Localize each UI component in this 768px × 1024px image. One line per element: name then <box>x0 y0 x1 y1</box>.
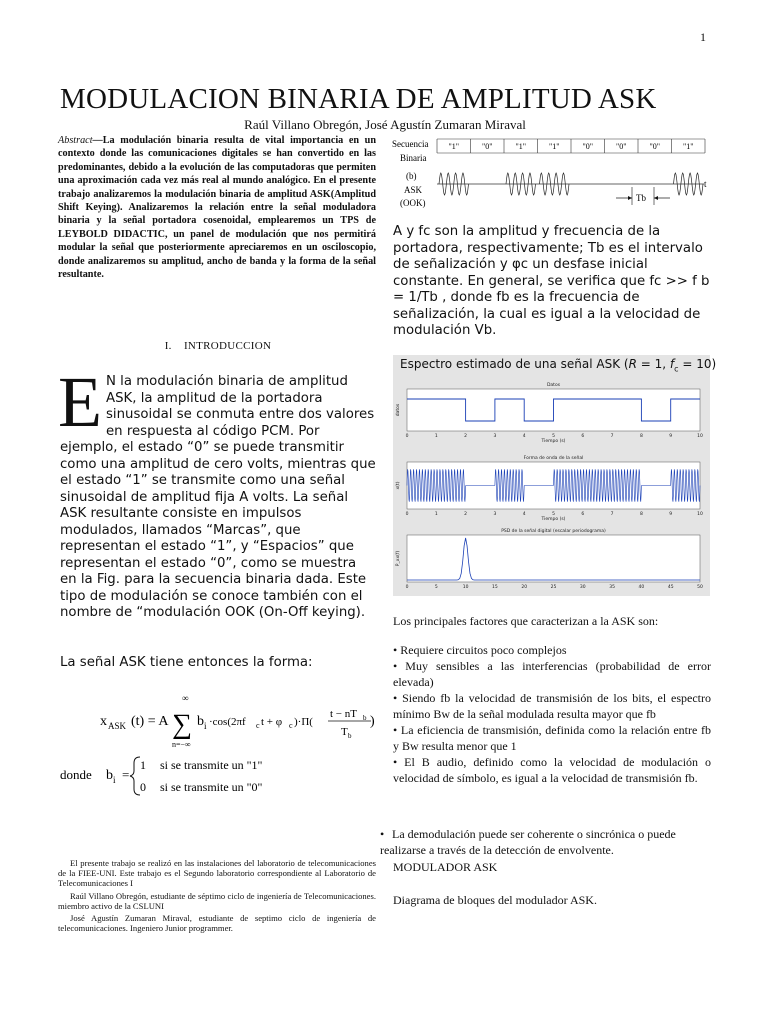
fig-label-ask: ASK <box>404 185 423 195</box>
bit-label: "1" <box>682 142 694 151</box>
x-tick-label: 2 <box>464 434 468 439</box>
factor-item: • Siendo fb la velocidad de transmisión de los bits, el espectro mínimo Bw de la señal modulada resulta mayor que fb <box>393 691 711 721</box>
section-number: I. <box>164 340 172 352</box>
x-tick-label: 8 <box>639 512 643 517</box>
formula-b-sub: i <box>204 721 207 731</box>
factor-item: • La eficiencia de transmisión, definida como la relación entre fb y Bw resulta menor que 1 <box>393 723 711 753</box>
factor-item: • El B audio, definido como la velocidad de modulación o velocidad de símbolo, es igual a la velocidad de transmisión fb. <box>393 755 711 785</box>
tb-label: Tb <box>636 193 646 203</box>
x-tick-label: 10 <box>697 434 703 439</box>
y-axis-label: P_xx(f) <box>396 550 401 567</box>
frac-denominator: T <box>341 726 348 738</box>
x-tick-label: 5 <box>434 585 438 590</box>
demodulation-text: La demodulación puede ser coherente o sincrónica o puede realizarse a través de la detección de envolvente. <box>380 827 676 857</box>
fig-label-binaria: Binaria <box>400 153 427 163</box>
x-tick-label: 20 <box>521 585 528 590</box>
x-tick-label: 25 <box>550 585 557 590</box>
y-axis-label: x(t) <box>396 481 401 490</box>
x-tick-label: 10 <box>697 512 703 517</box>
x-tick-label: 0 <box>405 512 409 517</box>
case-one-text: si se transmite un "1" <box>160 758 263 772</box>
modulator-heading: MODULADOR ASK <box>393 860 498 874</box>
formula-fc-sub: c <box>256 721 260 730</box>
bit-label: "1" <box>448 142 460 151</box>
sum-symbol: ∑ <box>172 709 192 740</box>
abstract <box>58 134 376 281</box>
ask-form-line: La señal ASK tiene entonces la forma: <box>60 655 313 670</box>
plot-area <box>407 535 700 582</box>
footnote <box>58 858 376 935</box>
x-tick-label: 50 <box>697 585 703 590</box>
x-tick-label: 2 <box>464 512 468 517</box>
x-axis-label: Tiempo (s) <box>541 517 566 522</box>
x-tick-label: 3 <box>493 434 497 439</box>
ask-spectrum-figure <box>393 355 710 596</box>
bit-row <box>437 139 705 153</box>
formula-pi: )·Π( <box>294 716 313 728</box>
panel-caption: Datos <box>546 383 561 388</box>
x-tick-label: 45 <box>667 585 674 590</box>
x-tick-label: 1 <box>434 434 438 439</box>
x-axis-label: Tiempo (s) <box>541 439 566 444</box>
bullet-icon: • <box>380 827 385 841</box>
case-one-value: 1 <box>140 758 146 772</box>
x-tick-label: 5 <box>552 512 555 517</box>
abstract-lead: Abstract <box>58 135 93 146</box>
fig-label-ook: (OOK) <box>400 198 426 208</box>
bit-label: "1" <box>548 142 560 151</box>
x-tick-label: 6 <box>581 512 585 517</box>
paper-title: MODULACION BINARIA DE AMPLITUD ASK <box>60 83 657 115</box>
x-tick-label: 0 <box>405 585 409 590</box>
formula-cos: ·cos(2πf <box>209 716 246 728</box>
panel-caption: PSD de la señal digital (escalar periodograma) <box>501 529 606 534</box>
frac-denominator-sub: b <box>348 732 352 740</box>
abstract-text: —La modulación binaria resulta de vital importancia en un contexto donde las comunicaciones digitales se han convertido en las predominantes, debido a la evolución de las computadoras que permiten una aproximación cada vez más real al mundo analógico. En el presente trabajo analizaremos la modulación binaria de amplitud ASK(Amplitud Shift Keying). Analizaremos la relación entre la señal moduladora binaria y la señal portadora cosenoidal, emplearemos un TPS de LEYBOLD DIDACTIC, un panel de modulación que nos permitirá modular la señal que posteriormente apreciaremos en un osciloscopio, donde analizaremos su amplitud, ancho de banda y la forma de la señal resultante. <box>58 135 376 281</box>
x-tick-label: 6 <box>581 434 585 439</box>
formula-tphi: t + φ <box>261 716 283 728</box>
frac-numerator-sub: b <box>363 714 367 722</box>
footnote-2: Raúl Villano Obregón, estudiante de séptimo ciclo de ingeniería de Telecomunicaciones. miembro activo de la CSLUNI <box>58 890 376 911</box>
x-tick-label: 4 <box>522 512 526 517</box>
x-tick-label: 7 <box>610 512 614 517</box>
x-tick-label: 4 <box>522 434 526 439</box>
formula-b: b <box>197 714 204 729</box>
factors-list <box>393 642 711 786</box>
cases-brace <box>130 757 140 795</box>
bit-label: "0" <box>481 142 493 151</box>
page-number: 1 <box>700 30 706 44</box>
intro-paragraph <box>58 362 376 622</box>
x-tick-label: 10 <box>462 585 469 590</box>
fig-label-secuencia: Secuencia <box>392 139 429 149</box>
sum-upper: ∞ <box>182 693 189 703</box>
factor-item: • Muy sensibles a las interferencias (probabilidad de error elevada) <box>393 659 711 689</box>
formula-phi-sub: c <box>289 721 293 730</box>
case-zero-text: si se transmite un "0" <box>160 780 263 794</box>
drop-cap: E <box>58 362 102 442</box>
x-tick-label: 9 <box>669 434 673 439</box>
sum-lower: n=−∞ <box>172 740 191 749</box>
footnote-1: El presente trabajo se realizó en las instalaciones del laboratorio de telecomunicaciones de la FIEE-UNI. Este trabajo es el Segundo laboratorio correspondiente al Laboratorio de Telecomunicaciones I <box>58 858 376 889</box>
section-title: INTRODUCCION <box>183 340 272 352</box>
formula-cases <box>60 757 263 795</box>
footnote-3: José Agustín Zumaran Miraval, estudiante de septimo ciclo de ingeniería de telecomunicaciones. Ingeniero Junior programmer. <box>58 913 376 934</box>
ask-timing-figure <box>392 135 710 215</box>
x-tick-label: 1 <box>434 512 438 517</box>
formula-main <box>100 693 375 749</box>
time-axis-label: t <box>704 179 707 189</box>
carrier-paragraph: A y fc son la amplitud y frecuencia de la portadora, respectivamente; Tb es el intervalo de señalización y φc un desfase inicial constante. En general, se verifica que fc >> f b = 1/Tb , donde fb es la frecuencia de señalización, la cual es igual a la velocidad de modulación Vb. <box>393 224 710 338</box>
y-axis-label: datos <box>396 403 401 417</box>
formula-lhs-arg: (t) = A <box>131 714 169 729</box>
factor-item: • Requiere circuitos poco complejos <box>393 643 567 657</box>
bit-label: "1" <box>515 142 527 151</box>
authors: Raúl Villano Obregón, José Agustín Zumaran Miraval <box>244 117 526 132</box>
x-tick-label: 15 <box>492 585 498 590</box>
bit-label: "0" <box>582 142 594 151</box>
spectrum-title: Espectro estimado de una señal ASK (R = 1, $f_c = 10$) <box>400 357 717 374</box>
x-tick-label: 3 <box>493 512 497 517</box>
x-tick-label: 8 <box>639 434 643 439</box>
formula-lhs: x <box>100 714 107 729</box>
demodulation-bullet <box>380 826 712 858</box>
tb-marker <box>616 187 670 205</box>
x-tick-label: 30 <box>579 585 586 590</box>
section-heading-introduction <box>60 340 376 352</box>
equals-sign: = <box>122 767 130 782</box>
bit-label: "0" <box>615 142 627 151</box>
spectrum-panel <box>395 528 703 590</box>
formula-lhs-sub: ASK <box>108 721 127 731</box>
x-tick-label: 35 <box>609 585 615 590</box>
x-tick-label: 5 <box>552 434 555 439</box>
case-zero-value: 0 <box>140 780 146 794</box>
frac-numerator: t − nT <box>330 708 357 720</box>
bi-label: b <box>106 768 113 783</box>
x-tick-label: 40 <box>638 585 645 590</box>
x-tick-label: 7 <box>610 434 614 439</box>
intro-text: N la modulación binaria de amplitud ASK, la amplitud de la portadora sinusoidal se conmuta entre dos valores en respuesta al código PCM. Por ejemplo, el estado “0” se puede transmitir como una amplitud de cero volts, mientras que el estado “1” se transmite como una señal sinusoidal de amplitud fija A volts. La señal ASK resultante consiste en impulsos modulados, llamados “Marcas”, que representan el estado “1”, y “Espacios” que representan el estado “0”, como se muestra en la Fig. para la secuencia binaria dada. Este tipo de modulación se conoce también con el nombre de “modulación OOK (On-Off keying). <box>60 374 376 620</box>
bit-label: "0" <box>649 142 661 151</box>
x-tick-label: 9 <box>669 512 673 517</box>
fig-label-b: (b) <box>406 171 417 181</box>
panel-caption: Forma de onda de la señal <box>523 456 584 461</box>
x-tick-label: 0 <box>405 434 409 439</box>
formula-close: ) <box>370 714 375 729</box>
block-diagram-line: Diagrama de bloques del modulador ASK. <box>393 893 597 907</box>
factors-title: Los principales factores que caracterizan a la ASK son: <box>393 614 659 628</box>
donde-label: donde <box>60 767 92 782</box>
spectrum-panels <box>395 382 703 590</box>
ask-formula <box>60 690 380 810</box>
bi-sub: i <box>113 775 116 785</box>
